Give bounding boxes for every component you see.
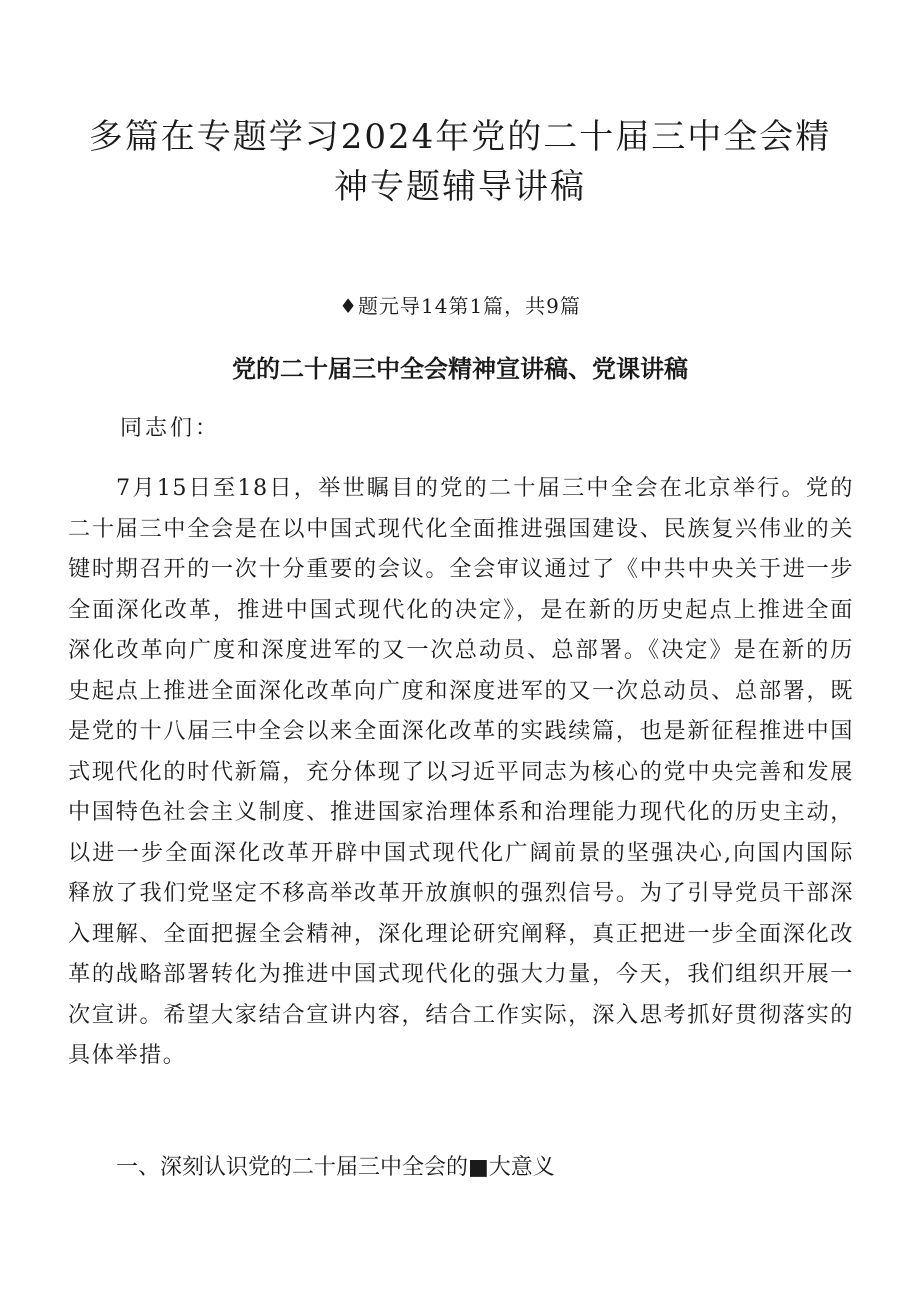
- subheading-1: 一、深刻认识党的二十届三中全会的■大意义: [116, 1155, 555, 1180]
- series-note: ♦题元导14第1篇，共9篇: [339, 294, 581, 318]
- body-paragraph: 7月15日至18日，举世瞩目的党的二十届三中全会在北京举行。党的二十届三中全会是在以中国式现代化全面推进强国建设、民族复兴伟业的关键时期召开的一次十分重要的会议。全会审议通过了《中共中央关于进一步全面深化改革，推进中国式现代化的决定》，是在新的历史起点上推进全面深化改革向广度和深度进军的又一次总动员、总部署。《决定》是在新的历史起点上推进全面深化改革向广度和深度进军的又一次总动员、总部署，既是党的十八届三中全会以来全面深化改革的实践续篇，也是新征程推进中国式现代化的时代新篇，充分体现了以习近平同志为核心的党中央完善和发展中国特色社会主义制度、推进国家治理体系和治理能力现代化的历史主动，以进一步全面深化改革开辟中国式现代化广阔前景的坚强决心,向国内国际释放了我们党坚定不移高举改革开放旗帜的强烈信号。为了引导党员干部深入理解、全面把握全会精神，深化理论研究阐释，真正把进一步全面深化改革的战略部署转化为推进中国式现代化的强大力量，今天，我们组织开展一次宣讲。希望大家结合宣讲内容，结合工作实际，深入思考抓好贯彻落实的具体举措。: [68, 475, 854, 1068]
- salutation: 同志们：: [120, 416, 221, 441]
- section-title: 党的二十届三中全会精神宣讲稿、党课讲稿: [232, 355, 688, 383]
- document-title: 多篇在专题学习2024年党的二十届三中全会精神专题辅导讲稿: [88, 117, 832, 207]
